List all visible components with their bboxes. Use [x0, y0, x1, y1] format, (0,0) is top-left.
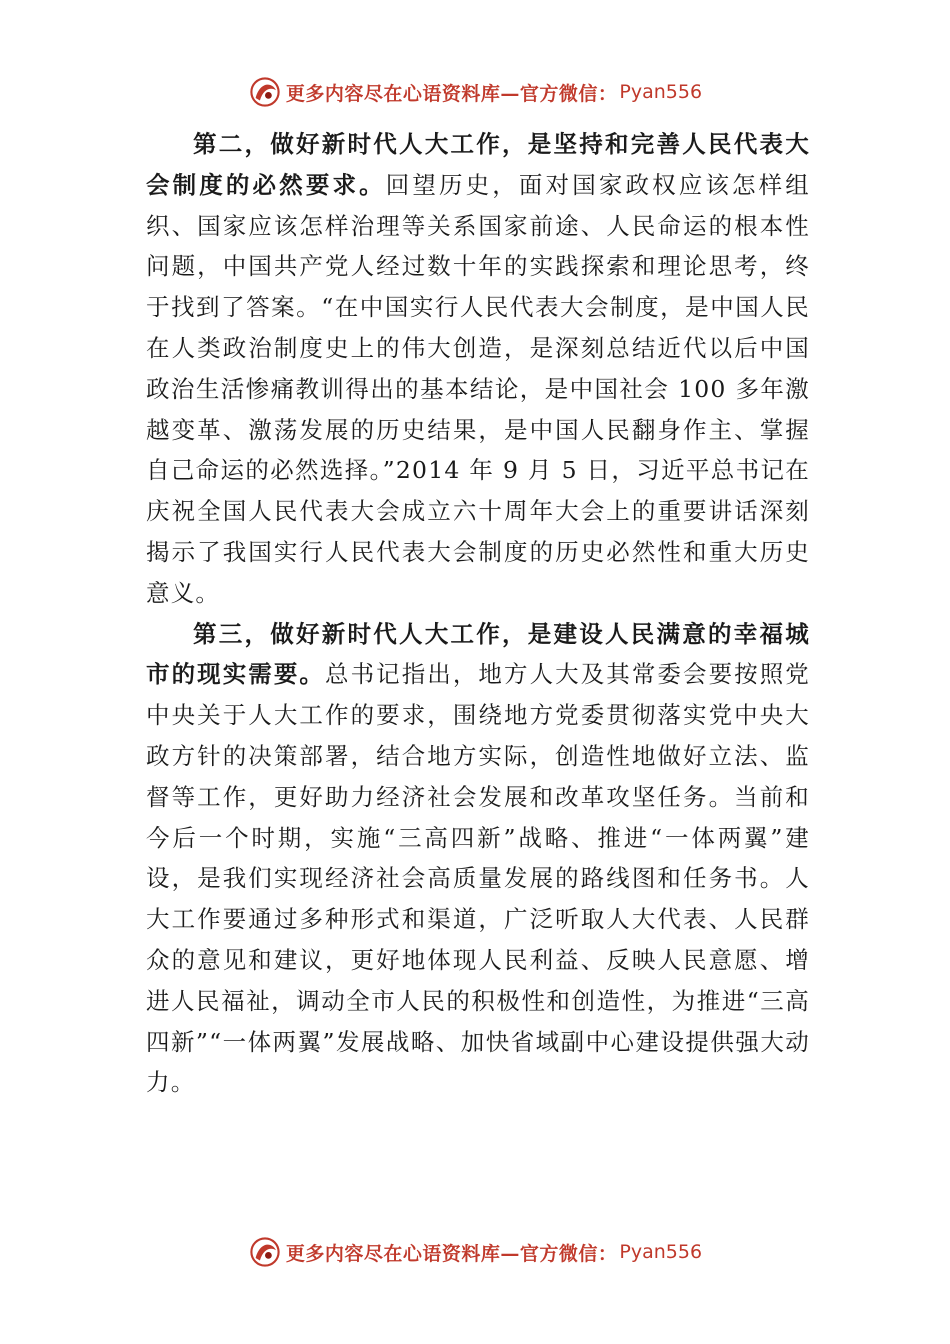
banner-text: 更多内容尽在心语资料库—官方微信：	[285, 1242, 618, 1265]
paragraph-body: 总书记指出，地方人大及其常委会要按照党中央关于人大工作的要求，围绕地方党委贯彻落实党中央大政方针的决策部署，结合地方实际，创造性地做好立法、监督等工作，更好助力经济社会发展和改革攻坚任务。当前和今后一个时期，实施“三高四新”战略、推进“一体两翼”建设，是我们实现经济社会高质量发展的路线图和任务书。人大工作要通过多种形式和渠道，广泛听取人大代表、人民群众的意见和建议，更好地体现人民利益、反映人民意愿、增进人民福祉，调动全市人民的积极性和创造性，为推进“三高四新”“一体两翼”发展战略、加快省域副中心建设提供强大动力。	[146, 660, 810, 1097]
paragraph-body: 回望历史，面对国家政权应该怎样组织、国家应该怎样治理等关系国家前途、人民命运的根本性问题，中国共产党人经过数十年的实践探索和理论思考，终于找到了答案。“在中国实行人民代表大会制度，是中国人民在人类政治制度史上的伟大创造，是深刻总结近代以后中国政治生活惨痛教训得出的基本结论，是中国社会 100 多年激越变革、激荡发展的历史结果，是中国人民翻身作主、掌握自己命运的必然选择。”2014 年 9 月 5 日，习近平总书记在庆祝全国人民代表大会成立六十周年大会上的重要讲话深刻揭示了我国实行人民代表大会制度的历史必然性和重大历史意义。	[146, 170, 810, 607]
footer-banner	[0, 1232, 950, 1272]
logo-icon	[248, 1235, 282, 1269]
paragraph	[146, 614, 810, 1104]
wechat-id: Pyan556	[619, 1241, 703, 1263]
banner-text: 更多内容尽在心语资料库—官方微信：	[285, 82, 618, 105]
article-body	[146, 124, 810, 1103]
header-banner	[0, 72, 950, 112]
paragraph-lead: 第三，做好新时代人大工作，是建设人民满意的幸福城市的现实需要。	[146, 619, 810, 689]
logo-icon	[248, 75, 282, 109]
paragraph-lead: 第二，做好新时代人大工作，是坚持和完善人民代表大会制度的必然要求。	[146, 130, 810, 199]
wechat-id: Pyan556	[619, 81, 703, 103]
paragraph	[146, 124, 810, 614]
